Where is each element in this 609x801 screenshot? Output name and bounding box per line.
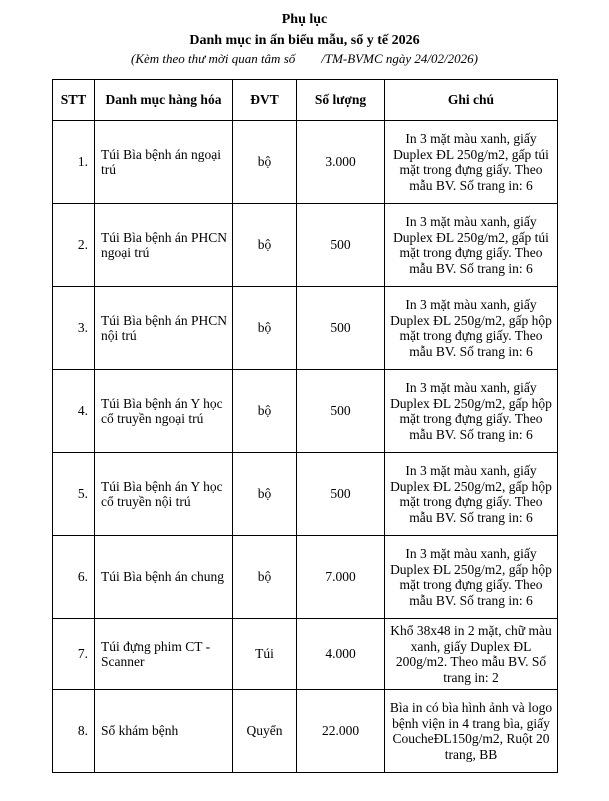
cell-unit: bộ — [233, 536, 297, 619]
cell-note: Khổ 38x48 in 2 mặt, chữ màu xanh, giấy Duplex ĐL 200g/m2. Theo mẫu BV. Số trang in: 2 — [385, 619, 558, 690]
cell-item-name: Sổ khám bệnh — [95, 690, 233, 773]
cell-unit: bộ — [233, 370, 297, 453]
cell-stt: 5. — [53, 453, 95, 536]
cell-stt: 2. — [53, 204, 95, 287]
cell-quantity: 500 — [297, 287, 385, 370]
reference-note — [0, 51, 609, 66]
document-subtitle: Danh mục in ấn biểu mẫu, sổ y tế 2026 — [189, 33, 420, 48]
table-row — [53, 453, 558, 536]
header-quantity: Số lượng — [297, 80, 385, 121]
cell-stt: 7. — [53, 619, 95, 690]
table-row — [53, 287, 558, 370]
cell-note: In 3 mặt màu xanh, giấy Duplex ĐL 250g/m2, gấp túi mặt trong đựng giấy. Theo mẫu BV. Số trang in: 6 — [385, 204, 558, 287]
header-unit: ĐVT — [233, 80, 297, 121]
cell-item-name: Túi Bìa bệnh án Y học cổ truyền ngoại trú — [95, 370, 233, 453]
cell-stt: 8. — [53, 690, 95, 773]
cell-stt: 3. — [53, 287, 95, 370]
cell-unit: bộ — [233, 204, 297, 287]
cell-item-name: Túi Bìa bệnh án Y học cổ truyền nội trú — [95, 453, 233, 536]
cell-quantity: 22.000 — [297, 690, 385, 773]
cell-unit: Túi — [233, 619, 297, 690]
cell-quantity: 3.000 — [297, 121, 385, 204]
reference-note-right: /TM-BVMC ngày 24/02/2026) — [321, 51, 478, 66]
table-row — [53, 619, 558, 690]
header-note: Ghi chú — [385, 80, 558, 121]
cell-unit: bộ — [233, 121, 297, 204]
table-row — [53, 121, 558, 204]
cell-stt: 1. — [53, 121, 95, 204]
cell-item-name: Túi Bìa bệnh án ngoại trú — [95, 121, 233, 204]
cell-unit: bộ — [233, 287, 297, 370]
header-stt: STT — [53, 80, 95, 121]
cell-stt: 6. — [53, 536, 95, 619]
reference-note-left: (Kèm theo thư mời quan tâm số — [131, 51, 296, 66]
appendix-title: Phụ lục — [281, 12, 328, 27]
cell-unit: bộ — [233, 453, 297, 536]
cell-quantity: 500 — [297, 453, 385, 536]
cell-note: In 3 mặt màu xanh, giấy Duplex ĐL 250g/m2, gấp hộp mặt trong đựng giấy. Theo mẫu BV. Số trang in: 6 — [385, 370, 558, 453]
cell-quantity: 500 — [297, 204, 385, 287]
table-row — [53, 536, 558, 619]
cell-note: Bìa in có bìa hình ảnh và logo bệnh viện in 4 trang bìa, giấy CoucheĐL150g/m2, Ruột 20 trang, BB — [385, 690, 558, 773]
table-header-row — [53, 80, 558, 121]
table-row — [53, 690, 558, 773]
cell-item-name: Túi Bìa bệnh án chung — [95, 536, 233, 619]
cell-note: In 3 mặt màu xanh, giấy Duplex ĐL 250g/m2, gấp hộp mặt trong đựng giấy. Theo mẫu BV. Số trang in: 6 — [385, 453, 558, 536]
cell-item-name: Túi Bìa bệnh án PHCN nội trú — [95, 287, 233, 370]
cell-unit: Quyển — [233, 690, 297, 773]
items-table — [52, 79, 558, 773]
cell-stt: 4. — [53, 370, 95, 453]
cell-quantity: 500 — [297, 370, 385, 453]
cell-note: In 3 mặt màu xanh, giấy Duplex ĐL 250g/m2, gấp túi mặt trong đựng giấy. Theo mẫu BV. Số trang in: 6 — [385, 121, 558, 204]
cell-item-name: Túi đựng phim CT - Scanner — [95, 619, 233, 690]
cell-quantity: 4.000 — [297, 619, 385, 690]
table-row — [53, 370, 558, 453]
cell-quantity: 7.000 — [297, 536, 385, 619]
header-item-name: Danh mục hàng hóa — [95, 80, 233, 121]
table-row — [53, 204, 558, 287]
cell-note: In 3 mặt màu xanh, giấy Duplex ĐL 250g/m2, gấp hộp mặt trong đựng giấy. Theo mẫu BV. Số trang in: 6 — [385, 287, 558, 370]
cell-item-name: Túi Bìa bệnh án PHCN ngoại trú — [95, 204, 233, 287]
cell-note: In 3 mặt màu xanh, giấy Duplex ĐL 250g/m2, gấp hộp mặt trong đựng giấy. Theo mẫu BV. Số trang in: 6 — [385, 536, 558, 619]
